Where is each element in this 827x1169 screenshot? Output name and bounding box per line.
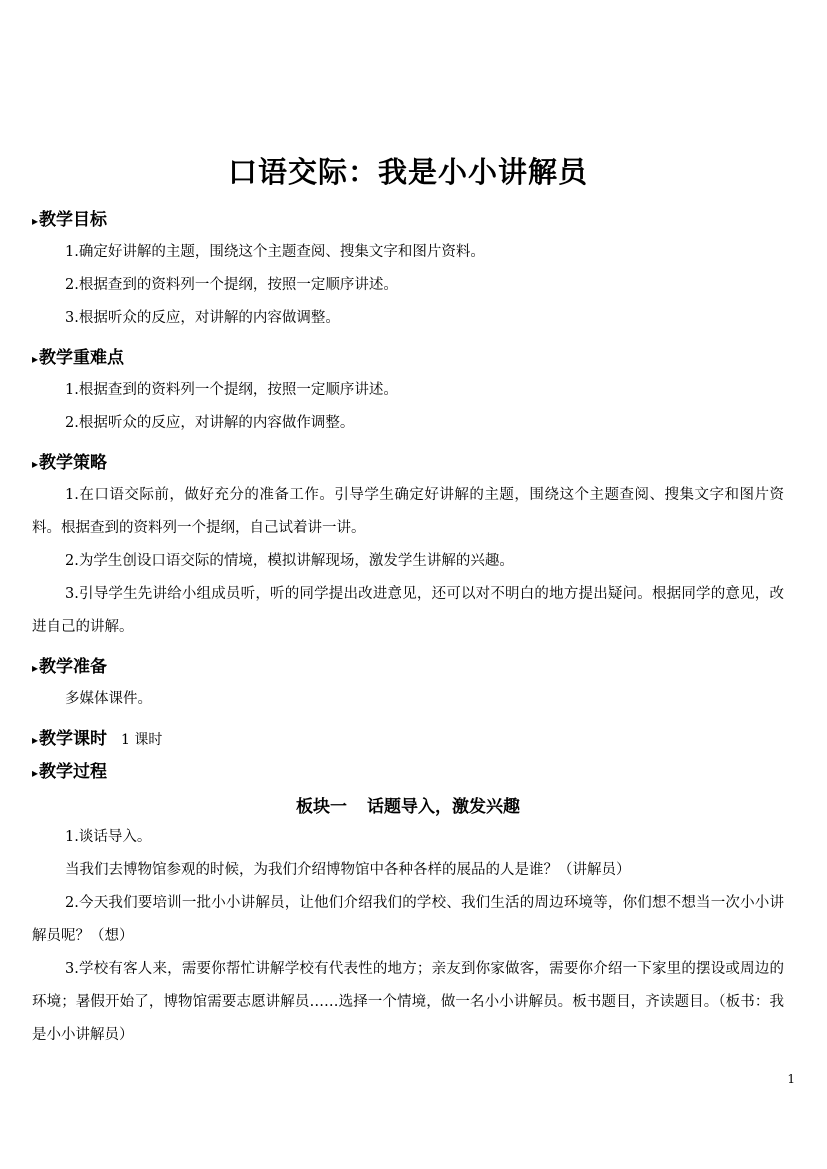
strategy-item: 2.为学生创设口语交际的情境，模拟讲解现场，激发学生讲解的兴趣。 <box>65 553 514 569</box>
section-heading-label: 教学策略 <box>39 453 108 473</box>
section-heading-goals <box>32 205 784 230</box>
process-item: 2.今天我们要培训一批小小讲解员，让他们介绍我们的学校、我们生活的周边环境等，你们想不想当一次小小讲解员呢？（想） <box>32 895 784 944</box>
section-heading-prep <box>32 652 784 677</box>
block-title-text: 话题导入，激发兴趣 <box>367 797 520 817</box>
triangle-bullet-icon: ▸ <box>32 352 39 366</box>
page-number: 1 <box>787 1072 795 1086</box>
section-heading-process <box>32 757 784 782</box>
keypoint-item: 1.根据查到的资料列一个提纲，按照一定顺序讲述。 <box>65 382 398 398</box>
triangle-bullet-icon: ▸ <box>32 766 39 780</box>
process-item: 3.学校有客人来，需要你帮忙讲解学校有代表性的地方；亲友到你家做客，需要你介绍一下家里的摆设或周边的环境；暑假开始了，博物馆需要志愿讲解员……选择一个情境，做一名小小讲解员。板书题目，齐读题目。（板书：我是小小讲解员） <box>32 961 784 1043</box>
goal-item: 2.根据查到的资料列一个提纲，按照一定顺序讲述。 <box>65 277 398 293</box>
prep-item: 多媒体课件。 <box>65 691 152 707</box>
goal-item: 1.确定好讲解的主题，围绕这个主题查阅、搜集文字和图片资料。 <box>65 244 485 260</box>
hours-value: 1 课时 <box>121 732 163 748</box>
strategy-item: 3.引导学生先讲给小组成员听，听的同学提出改进意见，还可以对不明白的地方提出疑问。根据同学的意见，改进自己的讲解。 <box>32 586 784 635</box>
document-page <box>32 150 784 1052</box>
goal-item: 3.根据听众的反应，对讲解的内容做调整。 <box>65 310 340 326</box>
triangle-bullet-icon: ▸ <box>32 214 39 228</box>
triangle-bullet-icon: ▸ <box>32 457 39 471</box>
triangle-bullet-icon: ▸ <box>32 733 39 747</box>
page-title: 口语交际：我是小小讲解员 <box>227 155 588 189</box>
block-title <box>32 792 784 817</box>
keypoint-item: 2.根据听众的反应，对讲解的内容做作调整。 <box>65 415 355 431</box>
section-heading-keypoints <box>32 343 784 368</box>
section-heading-label: 教学课时 <box>39 729 108 749</box>
section-heading-label: 教学重难点 <box>39 348 125 368</box>
process-item: 当我们去博物馆参观的时候，为我们介绍博物馆中各种各样的展品的人是谁？（讲解员） <box>65 862 631 878</box>
process-item: 1.谈话导入。 <box>65 829 152 845</box>
section-heading-label: 教学过程 <box>39 762 108 782</box>
section-heading-hours <box>32 724 784 749</box>
strategy-item: 1.在口语交际前，做好充分的准备工作。引导学生确定好讲解的主题，围绕这个主题查阅、搜集文字和图片资料。根据查到的资料列一个提纲，自己试着讲一讲。 <box>32 487 784 536</box>
section-heading-label: 教学准备 <box>39 657 108 677</box>
section-heading-strategy <box>32 448 784 473</box>
section-heading-label: 教学目标 <box>39 210 108 230</box>
triangle-bullet-icon: ▸ <box>32 661 39 675</box>
block-title-number: 板块一 <box>296 797 347 817</box>
